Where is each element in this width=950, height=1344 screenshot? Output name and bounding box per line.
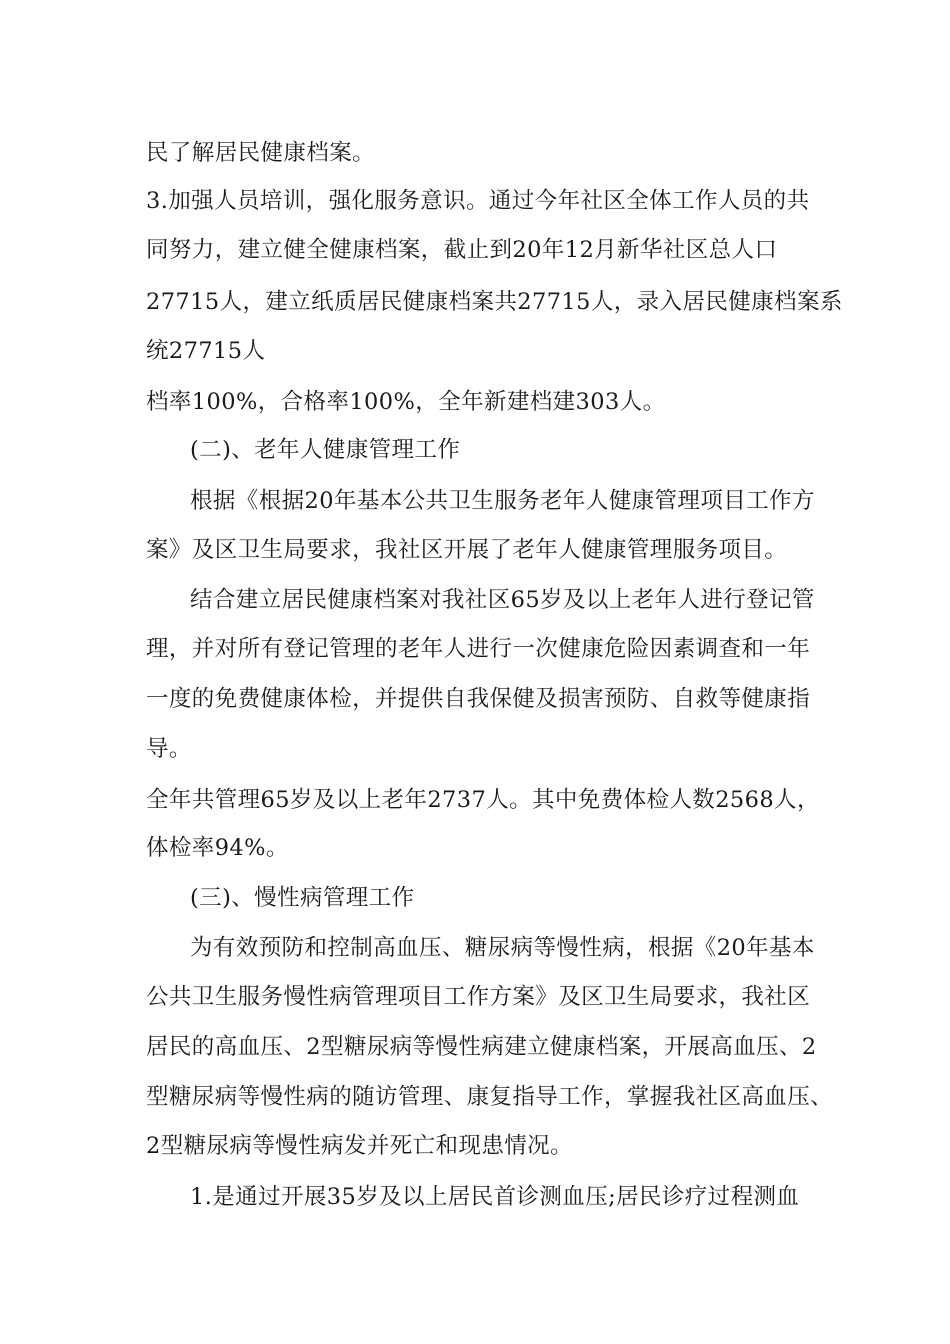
text-line: 理，并对所有登记管理的老年人进行一次健康危险因素调查和一年 bbox=[146, 636, 811, 662]
text-line: 档率100%，合格率100%，全年新建档建303人。 bbox=[146, 389, 666, 415]
text-line: 居民的高血压、2型糖尿病等慢性病建立健康档案，开展高血压、2 bbox=[146, 1034, 817, 1060]
text-line: 结合建立居民健康档案对我社区65岁及以上老年人进行登记管 bbox=[190, 587, 815, 613]
text-line: 导。 bbox=[146, 736, 192, 762]
text-line: 3.加强人员培训，强化服务意识。通过今年社区全体工作人员的共 bbox=[146, 188, 810, 214]
text-line: 根据《根据20年基本公共卫生服务老年人健康管理项目工作方 bbox=[190, 488, 815, 514]
text-line: 案》及区卫生局要求，我社区开展了老年人健康管理服务项目。 bbox=[146, 537, 788, 563]
text-line: 全年共管理65岁及以上老年2737人。其中免费体检人数2568人， bbox=[146, 787, 820, 813]
text-line: 2型糖尿病等慢性病发并死亡和现患情况。 bbox=[146, 1133, 573, 1159]
text-line: 为有效预防和控制高血压、糖尿病等慢性病，根据《20年基本 bbox=[190, 935, 815, 961]
text-line: 同努力，建立健全健康档案，截止到20年12月新华社区总人口 bbox=[146, 237, 778, 263]
text-line: 公共卫生服务慢性病管理项目工作方案》及区卫生局要求，我社区 bbox=[146, 984, 811, 1010]
section-heading: (二)、老年人健康管理工作 bbox=[190, 437, 461, 463]
text-line: 一度的免费健康体检，并提供自我保健及损害预防、自救等健康指 bbox=[146, 686, 811, 712]
section-heading: (三)、慢性病管理工作 bbox=[190, 885, 415, 911]
text-line: 27715人，建立纸质居民健康档案共27715人，录入居民健康档案系 bbox=[146, 289, 843, 315]
text-line: 型糖尿病等慢性病的随访管理、康复指导工作，掌握我社区高血压、 bbox=[146, 1084, 834, 1110]
text-line: 1.是通过开展35岁及以上居民首诊测血压;居民诊疗过程测血 bbox=[190, 1184, 800, 1210]
text-line: 体检率94%。 bbox=[146, 835, 289, 861]
text-line: 民了解居民健康档案。 bbox=[146, 140, 376, 166]
text-line: 统27715人 bbox=[146, 338, 266, 364]
